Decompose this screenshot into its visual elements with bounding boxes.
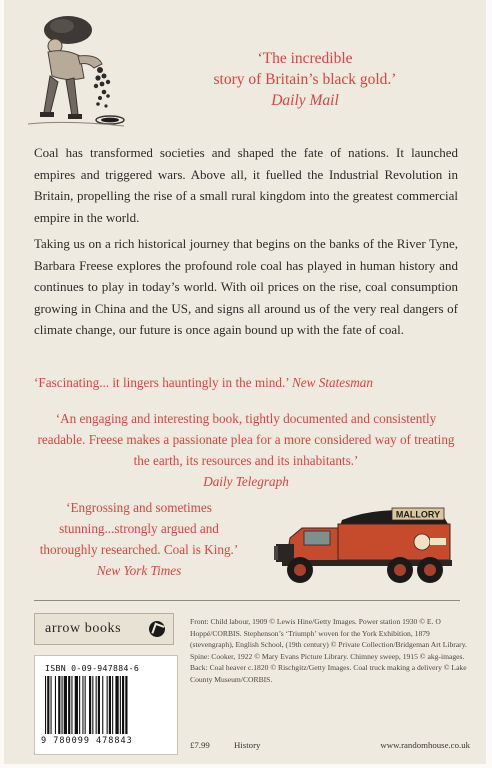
barcode-stripe: [75, 676, 78, 734]
barcode-stripe: [92, 676, 93, 734]
barcode-stripe: [115, 676, 118, 734]
barcode-stripe: [64, 676, 67, 734]
barcode-bars: [43, 676, 171, 734]
review-quote-text: ‘An engaging and interesting book, tightly documented and consistently readable. Freese makes a passionate plea for a more considered way of treating the earth, its resources and its inhabitants.’: [37, 411, 455, 468]
publisher-name: arrow books: [45, 621, 122, 636]
review-quote-new-york-times: [34, 497, 244, 581]
page-edge-left: [0, 0, 4, 768]
barcode-stripe: [68, 676, 70, 734]
publisher-url: www.randomhouse.co.uk: [380, 740, 470, 750]
image-credits: Front: Child labour, 1909 © Lewis Hine/Getty Images. Power station 1930 © E. O Hoppé/CORBIS. Stephenson’s ‘Triumph’ woven for the York Exhibition, 1879 (stevengraph), English School, (19th century) © Private Collection/Bridgeman Art Library. Spine: Cooker, 1922 © Mary Evans Picture Library. Chimney sweep, 1915 © akg-images. Back: Coal heaver c.1820 © Rischgitz/Getty Images. Coal truck making a delivery © Lake County Museum/CORBIS.: [190, 617, 467, 684]
headline-quote-line-1: ‘The incredible: [257, 50, 353, 67]
barcode-stripe: [45, 676, 46, 734]
divider-line: [34, 600, 460, 601]
review-quote-source: New York Times: [96, 563, 182, 578]
barcode-stripe: [109, 676, 111, 734]
barcode-stripe: [89, 676, 91, 734]
barcode-stripe: [79, 676, 80, 734]
headline-quote: [150, 48, 460, 111]
publisher-logo: [34, 613, 174, 645]
blurb-paragraph-2: Taking us on a rich historical journey that begins on the banks of the River Tyne, Barbara Freese explores the profound role coal has played in human history and continues to play in today’s world. With oil prices on the rise, coal consumption growing in China and the US, and signs all around us of the very real dangers of climate change, our future is once again bound up with the fate of coal.: [34, 236, 458, 337]
review-quote-text: ‘Engrossing and sometimes stunning...strongly argued and thoroughly researched. Coal is King.’: [39, 500, 239, 557]
review-quote-new-statesman: [34, 372, 464, 393]
barcode-stripe: [47, 676, 49, 734]
barcode: [34, 655, 178, 755]
barcode-stripe: [51, 676, 52, 734]
headline-quote-line-2: story of Britain’s black gold.’: [213, 71, 397, 88]
headline-quote-source: Daily Mail: [271, 92, 339, 109]
barcode-stripe: [71, 676, 72, 734]
coal-truck-illustration: [272, 500, 468, 592]
barcode-stripe: [107, 676, 108, 734]
barcode-stripe: [55, 676, 56, 734]
category: History: [234, 740, 261, 750]
barcode-stripe: [125, 676, 127, 734]
truck-sign-text: MALLORY: [395, 509, 441, 520]
barcode-stripe: [102, 676, 103, 734]
coal-heaver-illustration: [28, 12, 138, 130]
barcode-stripe: [112, 676, 113, 734]
barcode-stripe: [120, 676, 121, 734]
barcode-digits: 9 780099 478843: [41, 736, 133, 746]
review-quote-daily-telegraph: [34, 408, 458, 492]
review-quote-source: Daily Telegraph: [203, 474, 289, 489]
isbn-text: ISBN 0-09-947884-6: [45, 663, 140, 673]
blurb-paragraph-1: Coal has transformed societies and shaped the fate of nations. It launched empires and triggered wars. Above all, it fuelled the Industrial Revolution in Britain, propelling the rise of a small rural kingdom into the greatest commercial empire in the world.: [34, 145, 458, 225]
barcode-stripe: [96, 676, 97, 734]
review-quote-source: New Statesman: [291, 375, 373, 390]
barcode-stripe: [62, 676, 63, 734]
review-quote-text: ‘Fascinating... it lingers hauntingly in the mind.’: [34, 375, 289, 390]
barcode-stripe: [58, 676, 60, 734]
page-edge-bottom: [0, 764, 492, 768]
page-edge-right: [486, 0, 492, 768]
barcode-stripe: [122, 676, 124, 734]
price: £7.99: [190, 740, 210, 750]
barcode-stripe: [82, 676, 83, 734]
barcode-stripe: [98, 676, 100, 734]
barcode-stripe: [85, 676, 86, 734]
arrow-logo-icon: [149, 621, 165, 637]
